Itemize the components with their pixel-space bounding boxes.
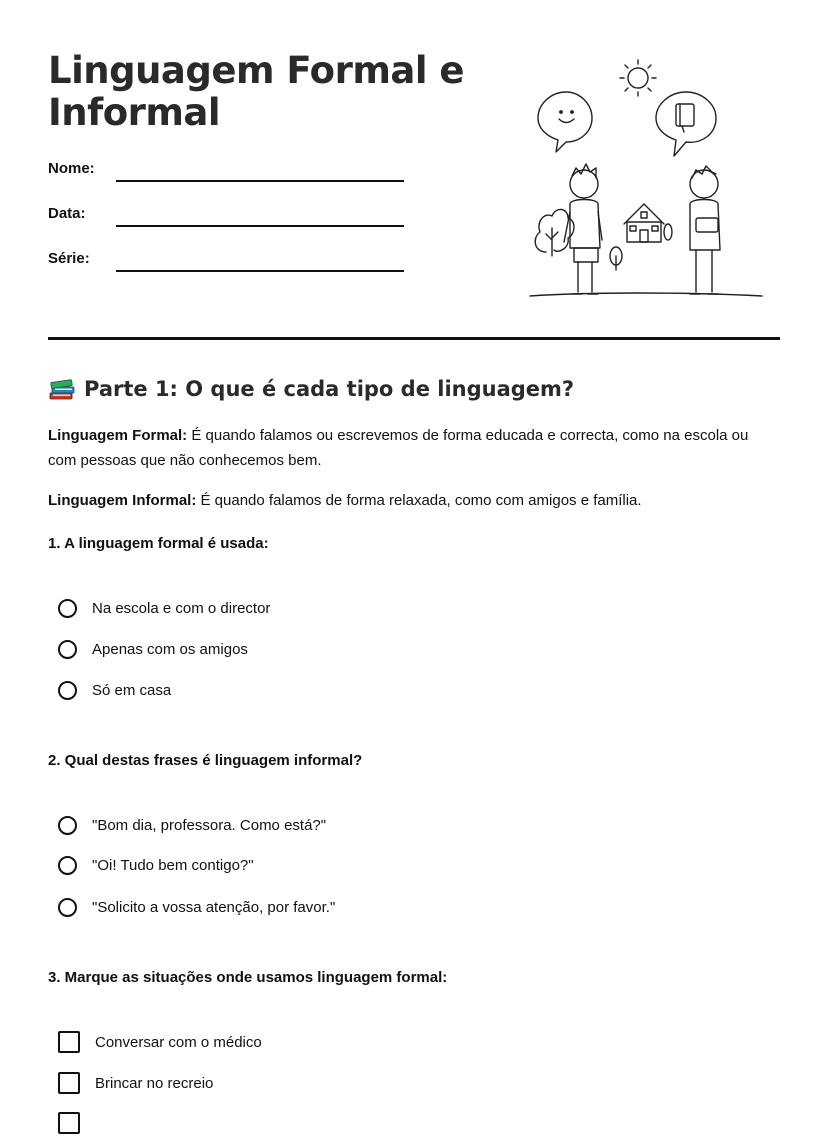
date-input-line[interactable] (116, 225, 404, 227)
worksheet-title: Linguagem Formal e Informal (48, 49, 465, 134)
name-input-line[interactable] (116, 180, 404, 182)
book-speech-bubble-icon (656, 92, 716, 156)
definition-informal (48, 488, 768, 513)
section-title: Parte 1: O que é cada tipo de linguagem? (84, 377, 575, 401)
question-2-option-2[interactable] (58, 852, 254, 878)
tree-icon (535, 209, 574, 256)
sun-icon (620, 60, 656, 96)
radio-button[interactable] (58, 816, 77, 835)
definition-formal-term: Linguagem Formal: (48, 427, 188, 444)
question-1-option-1[interactable] (58, 595, 270, 621)
option-label: Na escola e com o director (92, 599, 271, 617)
left-child-figure (564, 164, 602, 294)
option-label: "Bom dia, professora. Como está?" (92, 816, 327, 834)
small-tree-icon (610, 247, 622, 270)
right-child-figure (690, 166, 720, 294)
question-3-option-1[interactable] (58, 1029, 262, 1055)
checkbox[interactable] (58, 1072, 80, 1094)
section-heading (48, 374, 574, 404)
books-icon (48, 376, 76, 402)
question-3-option-3-partial[interactable] (58, 1110, 95, 1136)
question-3: 3. Marque as situações onde usamos linguagem formal: (48, 969, 448, 986)
date-label: Data: (48, 205, 86, 222)
smiley-speech-bubble-icon (538, 92, 592, 152)
question-2: 2. Qual destas frases é linguagem informal? (48, 752, 363, 769)
definition-formal-text: É quando falamos ou escrevemos de forma educada e correcta, como na escola ou com pessoas que não conhecemos bem. (48, 427, 749, 469)
radio-button[interactable] (58, 681, 77, 700)
radio-button[interactable] (58, 898, 77, 917)
question-1: 1. A linguagem formal é usada: (48, 535, 269, 552)
name-label: Nome: (48, 160, 95, 177)
question-2-option-3[interactable] (58, 894, 335, 920)
grade-input-line[interactable] (116, 270, 404, 272)
school-house-icon (624, 204, 672, 242)
question-1-option-2[interactable] (58, 636, 248, 662)
grade-label: Série: (48, 250, 90, 267)
header-divider (48, 337, 780, 340)
grade-field (48, 250, 408, 274)
radio-button[interactable] (58, 856, 77, 875)
option-label: "Solicito a vossa atenção, por favor." (92, 898, 336, 916)
radio-button[interactable] (58, 599, 77, 618)
worksheet-page (48, 0, 780, 1118)
question-1-option-3[interactable] (58, 677, 171, 703)
definition-formal (48, 423, 768, 473)
question-2-option-1[interactable] (58, 812, 326, 838)
option-label: "Oi! Tudo bem contigo?" (92, 856, 254, 874)
option-label: Brincar no recreio (95, 1074, 214, 1092)
date-field (48, 205, 408, 229)
option-label: Apenas com os amigos (92, 640, 248, 658)
definition-informal-term: Linguagem Informal: (48, 492, 197, 509)
question-3-option-2[interactable] (58, 1070, 213, 1096)
radio-button[interactable] (58, 640, 77, 659)
two-children-talking-illustration (526, 52, 766, 304)
name-field (48, 160, 408, 184)
checkbox[interactable] (58, 1112, 80, 1134)
ground-line (530, 293, 762, 296)
option-label: Conversar com o médico (95, 1033, 262, 1051)
option-label: Só em casa (92, 681, 172, 699)
checkbox[interactable] (58, 1031, 80, 1053)
definition-informal-text: É quando falamos de forma relaxada, como com amigos e família. (196, 492, 642, 509)
